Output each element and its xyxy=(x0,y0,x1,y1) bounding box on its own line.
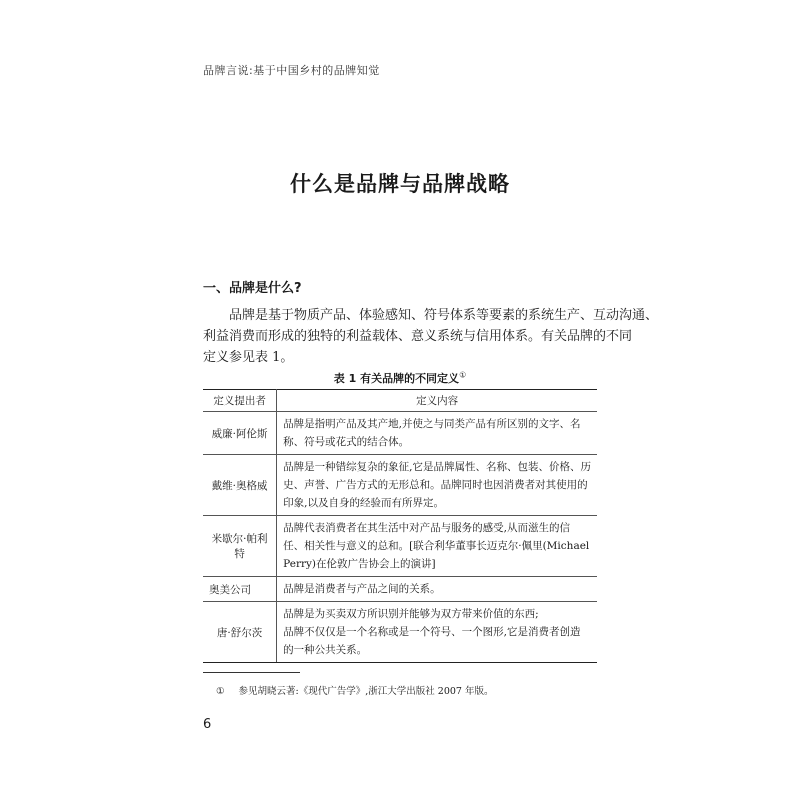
definition-cell xyxy=(277,516,597,577)
definition-line: 史、声誉、广告方式的无形总和。品牌同时也因消费者对其使用的 xyxy=(283,479,588,491)
definition-line: 称、符号或花式的结合体。 xyxy=(283,436,410,448)
definition-line: 品牌不仅仅是一个名称或是一个符号、一个图形,它是消费者创造 xyxy=(283,626,581,638)
definition-line: 品牌是为买卖双方所识别并能够为双方带来价值的东西; xyxy=(283,608,539,620)
footnote-text: 参见胡晓云著:《现代广告学》,浙江大学出版社 2007 年版。 xyxy=(238,686,494,697)
definition-line: 的一种公共关系。 xyxy=(283,644,368,656)
definition-line: 品牌代表消费者在其生活中对产品与服务的感受,从而滋生的信 xyxy=(283,522,570,534)
table-row xyxy=(203,412,597,455)
definition-line: 品牌是消费者与产品之间的关系。 xyxy=(283,583,441,595)
footnote-reference: ① xyxy=(459,370,467,380)
body-line: 品牌是基于物质产品、体验感知、符号体系等要素的系统生产、互动沟通、 xyxy=(229,308,659,323)
footnote-mark: ① xyxy=(216,686,225,697)
proposer-cell: 威廉·阿伦斯 xyxy=(203,412,277,455)
table-row xyxy=(203,602,597,663)
table-header-row xyxy=(203,390,597,412)
definition-line: 任、相关性与意义的总和。[联合利华董事长迈克尔·佩里(Michael xyxy=(283,540,590,552)
column-header-definition: 定义内容 xyxy=(277,390,597,412)
proposer-cell: 唐·舒尔茨 xyxy=(203,602,277,663)
definition-line: 品牌是指明产品及其产地,并使之与同类产品有所区别的文字、名 xyxy=(283,418,581,430)
table-caption xyxy=(0,370,800,386)
definition-cell xyxy=(277,412,597,455)
table-caption-text: 表 1 有关品牌的不同定义 xyxy=(333,372,460,385)
definition-line: Perry)在伦敦广告协会上的演讲] xyxy=(283,558,436,570)
body-paragraph xyxy=(203,305,659,368)
running-header: 品牌言说:基于中国乡村的品牌知觉 xyxy=(203,64,380,77)
definition-cell xyxy=(277,455,597,516)
proposer-cell: 奥美公司 xyxy=(203,577,277,602)
footnote-rule xyxy=(203,672,300,673)
definition-cell xyxy=(277,602,597,663)
table-row xyxy=(203,455,597,516)
table-row xyxy=(203,577,597,602)
proposer-cell: 米歇尔·帕利特 xyxy=(203,516,277,577)
definition-line: 品牌是一种错综复杂的象征,它是品牌属性、名称、包装、价格、历 xyxy=(283,461,591,473)
footnote xyxy=(216,683,493,697)
definition-cell xyxy=(277,577,597,602)
body-line: 定义参见表 1。 xyxy=(203,350,294,365)
section-heading: 一、品牌是什么? xyxy=(203,281,302,296)
chapter-title: 什么是品牌与品牌战略 xyxy=(290,172,510,196)
proposer-cell: 戴维·奥格威 xyxy=(203,455,277,516)
column-header-proposer: 定义提出者 xyxy=(203,390,277,412)
definition-line: 印象,以及自身的经验而有所界定。 xyxy=(283,497,444,509)
page-number: 6 xyxy=(203,717,212,732)
definitions-table xyxy=(203,389,597,663)
body-line: 利益消费而形成的独特的利益载体、意义系统与信用体系。有关品牌的不同 xyxy=(203,329,633,344)
table-row xyxy=(203,516,597,577)
